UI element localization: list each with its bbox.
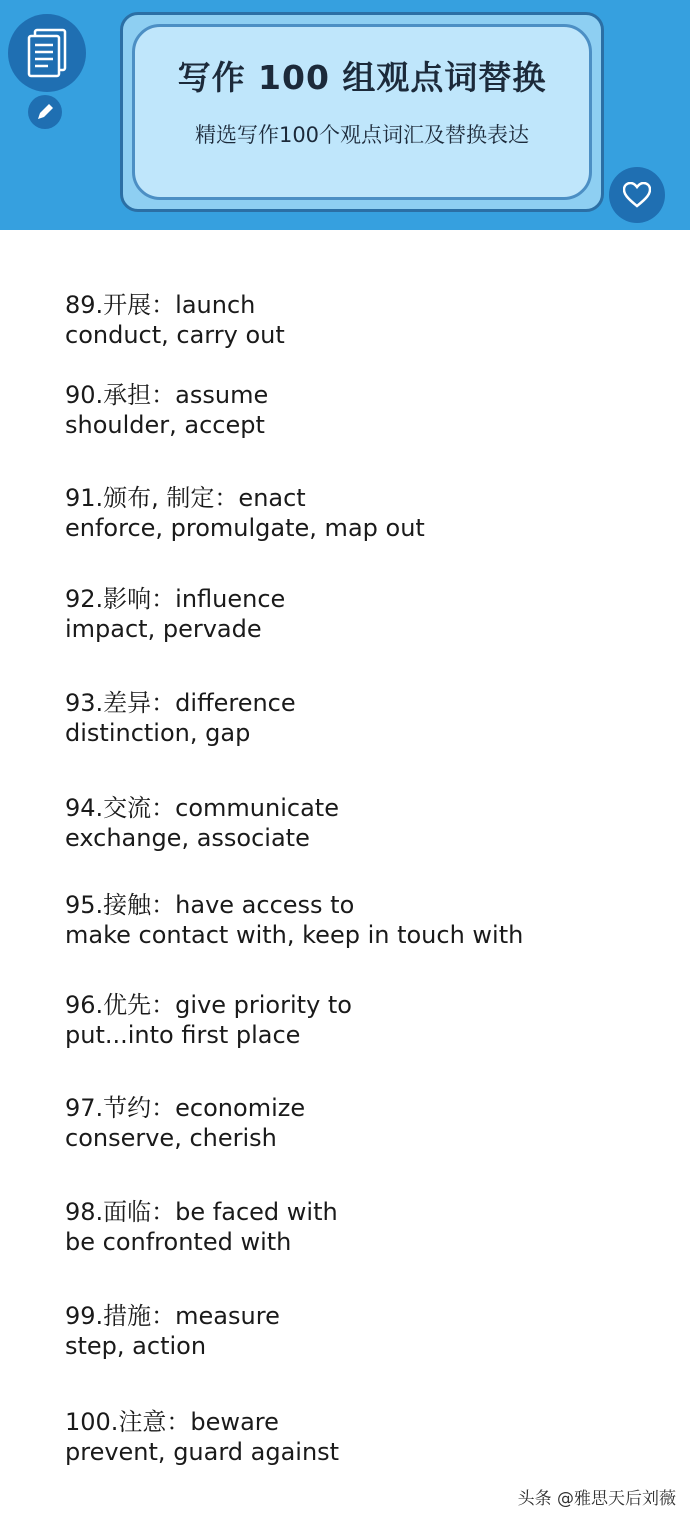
list-item — [65, 990, 665, 1050]
entry-heading: 100.注意：beware — [65, 1408, 279, 1436]
entry-heading: 97.节约：economize — [65, 1094, 306, 1122]
list-item — [65, 1197, 665, 1257]
entry-heading: 91.颁布, 制定：enact — [65, 484, 306, 512]
list-item — [65, 793, 665, 853]
entry-alternatives: conserve, cherish — [65, 1124, 277, 1152]
entry-heading: 98.面临：be faced with — [65, 1198, 338, 1226]
page-title: 写作 100 组观点词替换 — [177, 58, 547, 97]
list-item — [65, 1301, 665, 1361]
heart-icon[interactable] — [609, 167, 665, 223]
author-watermark: 头条 @雅思天后刘薇 — [517, 1489, 676, 1509]
entry-alternatives: exchange, associate — [65, 824, 310, 852]
entry-alternatives: make contact with, keep in touch with — [65, 921, 524, 949]
entry-heading: 99.措施：measure — [65, 1302, 280, 1330]
entry-alternatives: step, action — [65, 1332, 207, 1360]
entry-heading: 93.差异：difference — [65, 689, 296, 717]
entry-heading: 92.影响：influence — [65, 585, 286, 613]
list-item — [65, 584, 665, 644]
list-item — [65, 290, 665, 350]
entry-heading: 96.优先：give priority to — [65, 991, 352, 1019]
entry-alternatives: enforce, promulgate, map out — [65, 514, 425, 542]
entry-alternatives: impact, pervade — [65, 615, 262, 643]
list-item — [65, 890, 665, 950]
entry-heading: 90.承担：assume — [65, 381, 269, 409]
list-item — [65, 483, 665, 543]
entry-heading: 94.交流：communicate — [65, 794, 339, 822]
header-banner — [0, 0, 690, 230]
entry-alternatives: put...into first place — [65, 1021, 301, 1049]
entry-heading: 89.开展：launch — [65, 291, 256, 319]
page-subtitle: 精选写作100个观点词汇及替换表达 — [194, 123, 530, 147]
entry-alternatives: distinction, gap — [65, 719, 251, 747]
document-icon — [8, 14, 86, 92]
pencil-icon — [28, 95, 62, 129]
entry-alternatives: conduct, carry out — [65, 321, 285, 349]
entry-alternatives: prevent, guard against — [65, 1438, 340, 1466]
entry-heading: 95.接触：have access to — [65, 891, 355, 919]
list-item — [65, 688, 665, 748]
list-item — [65, 1093, 665, 1153]
title-frame — [132, 24, 592, 200]
list-item — [65, 1407, 665, 1467]
entry-alternatives: be confronted with — [65, 1228, 292, 1256]
entry-alternatives: shoulder, accept — [65, 411, 265, 439]
list-item — [65, 380, 665, 440]
